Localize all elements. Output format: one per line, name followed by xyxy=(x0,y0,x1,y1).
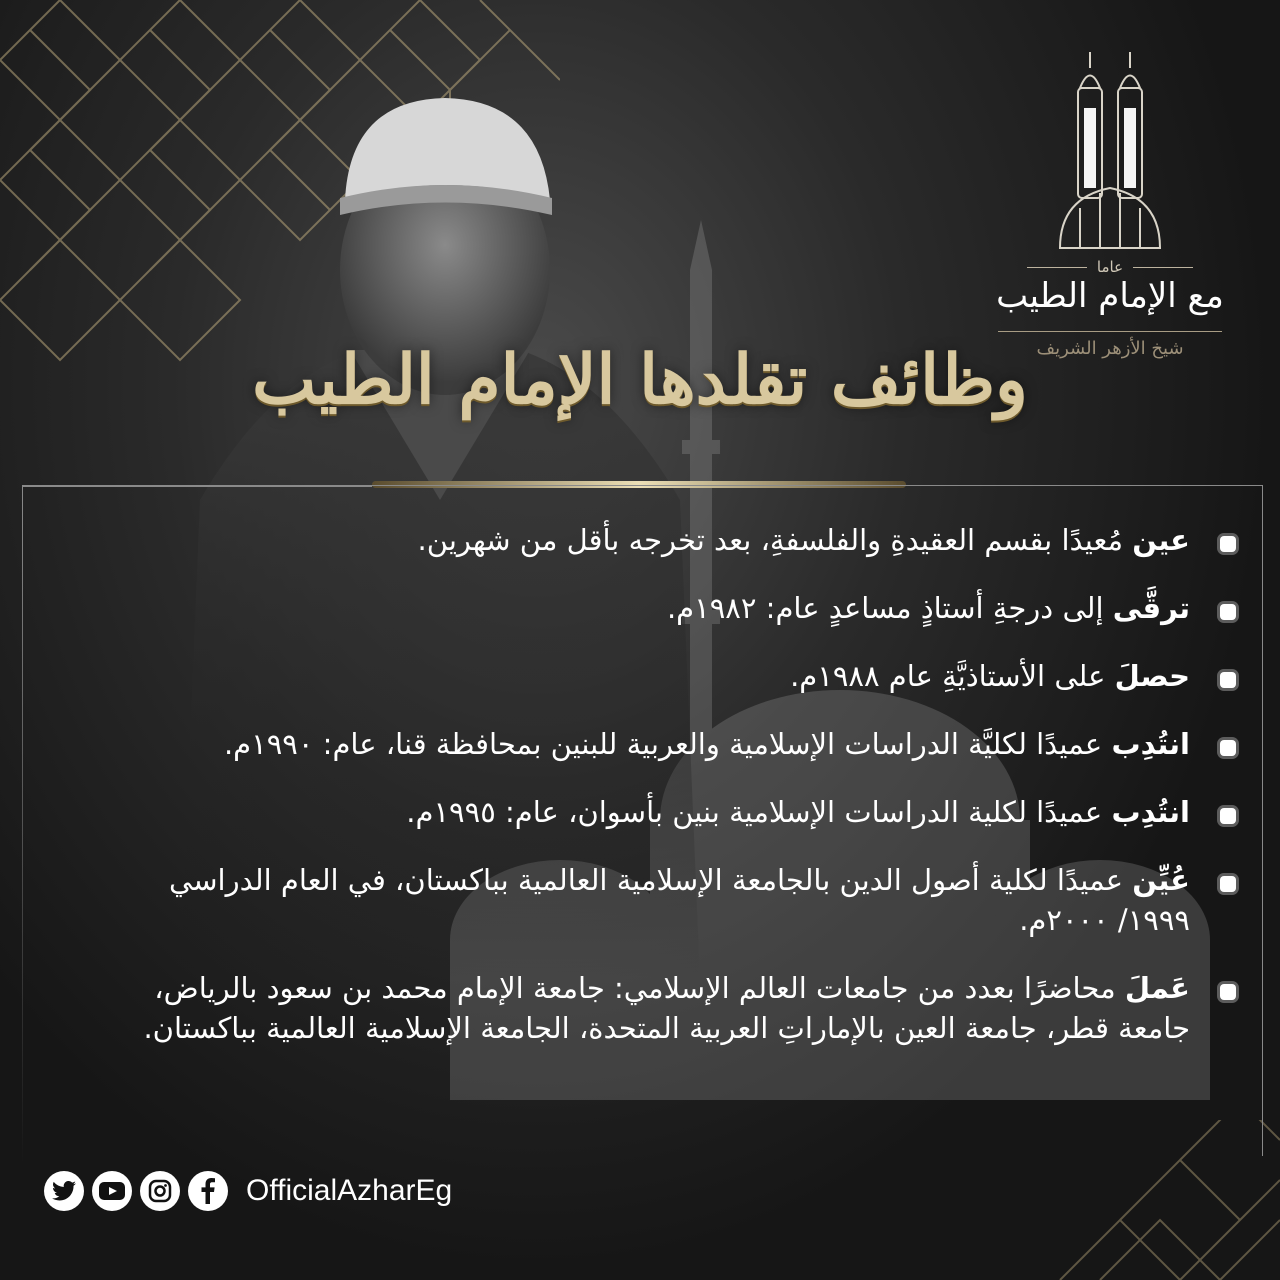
lantern-icon xyxy=(1050,48,1170,258)
bullet-icon xyxy=(1220,984,1236,1000)
bullet-icon xyxy=(1220,740,1236,756)
logo-divider xyxy=(998,331,1222,332)
item-keyword: ترقَّى xyxy=(1112,591,1190,625)
list-item xyxy=(90,792,1240,832)
item-text: عميدًا لكليَّة الدراسات الإسلامية والعربية للبنين بمحافظة قنا، عام: ١٩٩٠م. xyxy=(223,727,1112,761)
item-text: عميدًا لكلية الدراسات الإسلامية بنين بأسوان، عام: ١٩٩٥م. xyxy=(406,795,1112,829)
list-item xyxy=(90,968,1240,1048)
item-keyword: انتُدِب xyxy=(1111,795,1190,829)
list-item xyxy=(90,724,1240,764)
item-keyword: عين xyxy=(1132,523,1190,557)
item-text: على الأستاذيَّةِ عام ١٩٨٨م. xyxy=(790,659,1115,693)
item-keyword: انتُدِب xyxy=(1111,727,1190,761)
bullet-icon xyxy=(1220,604,1236,620)
item-text: عميدًا لكلية أصول الدين بالجامعة الإسلامية العالمية بباكستان، في العام الدراسي ١٩٩٩/ ٢٠٠٠م. xyxy=(169,863,1190,937)
list-item xyxy=(90,588,1240,628)
item-text: محاضرًا بعدد من جامعات العالم الإسلامي: جامعة الإمام محمد بن سعود بالرياض، جامعة قطر، جامعة العين بالإماراتِ العربية المتحدة، الجامعة الإسلامية العالمية بباكستان. xyxy=(143,971,1190,1045)
logo-years-label: عاما xyxy=(1096,258,1124,276)
item-keyword: عُيِّن xyxy=(1132,863,1190,897)
brand-logo xyxy=(990,48,1230,388)
item-text: إلى درجةِ أستاذٍ مساعدٍ عام: ١٩٨٢م. xyxy=(666,591,1113,625)
youtube-icon[interactable] xyxy=(92,1171,132,1211)
list-item xyxy=(90,520,1240,560)
item-text: مُعيدًا بقسم العقيدةِ والفلسفةِ، بعد تخرجه بأقل من شهرين. xyxy=(417,523,1133,557)
bullet-icon xyxy=(1220,672,1236,688)
logo-subtitle: شيخ الأزهر الشريف xyxy=(1036,338,1184,359)
social-handle[interactable]: OfficialAzharEg xyxy=(246,1174,453,1207)
list-item xyxy=(90,860,1240,940)
page-title: وظائف تقلدها الإمام الطيب xyxy=(252,340,1028,420)
social-bar xyxy=(44,1166,452,1216)
list-item xyxy=(90,656,1240,696)
bullet-icon xyxy=(1220,536,1236,552)
content-frame-left xyxy=(22,485,23,1165)
bullet-icon xyxy=(1220,876,1236,892)
item-keyword: حصلَ xyxy=(1114,659,1190,693)
logo-title: مع الإمام الطيب xyxy=(996,276,1224,316)
logo-years xyxy=(990,258,1230,276)
bullet-icon xyxy=(1220,808,1236,824)
twitter-icon[interactable] xyxy=(44,1171,84,1211)
positions-list xyxy=(90,520,1240,1076)
facebook-icon[interactable] xyxy=(188,1171,228,1211)
instagram-icon[interactable] xyxy=(140,1171,180,1211)
item-keyword: عَملَ xyxy=(1124,971,1190,1005)
